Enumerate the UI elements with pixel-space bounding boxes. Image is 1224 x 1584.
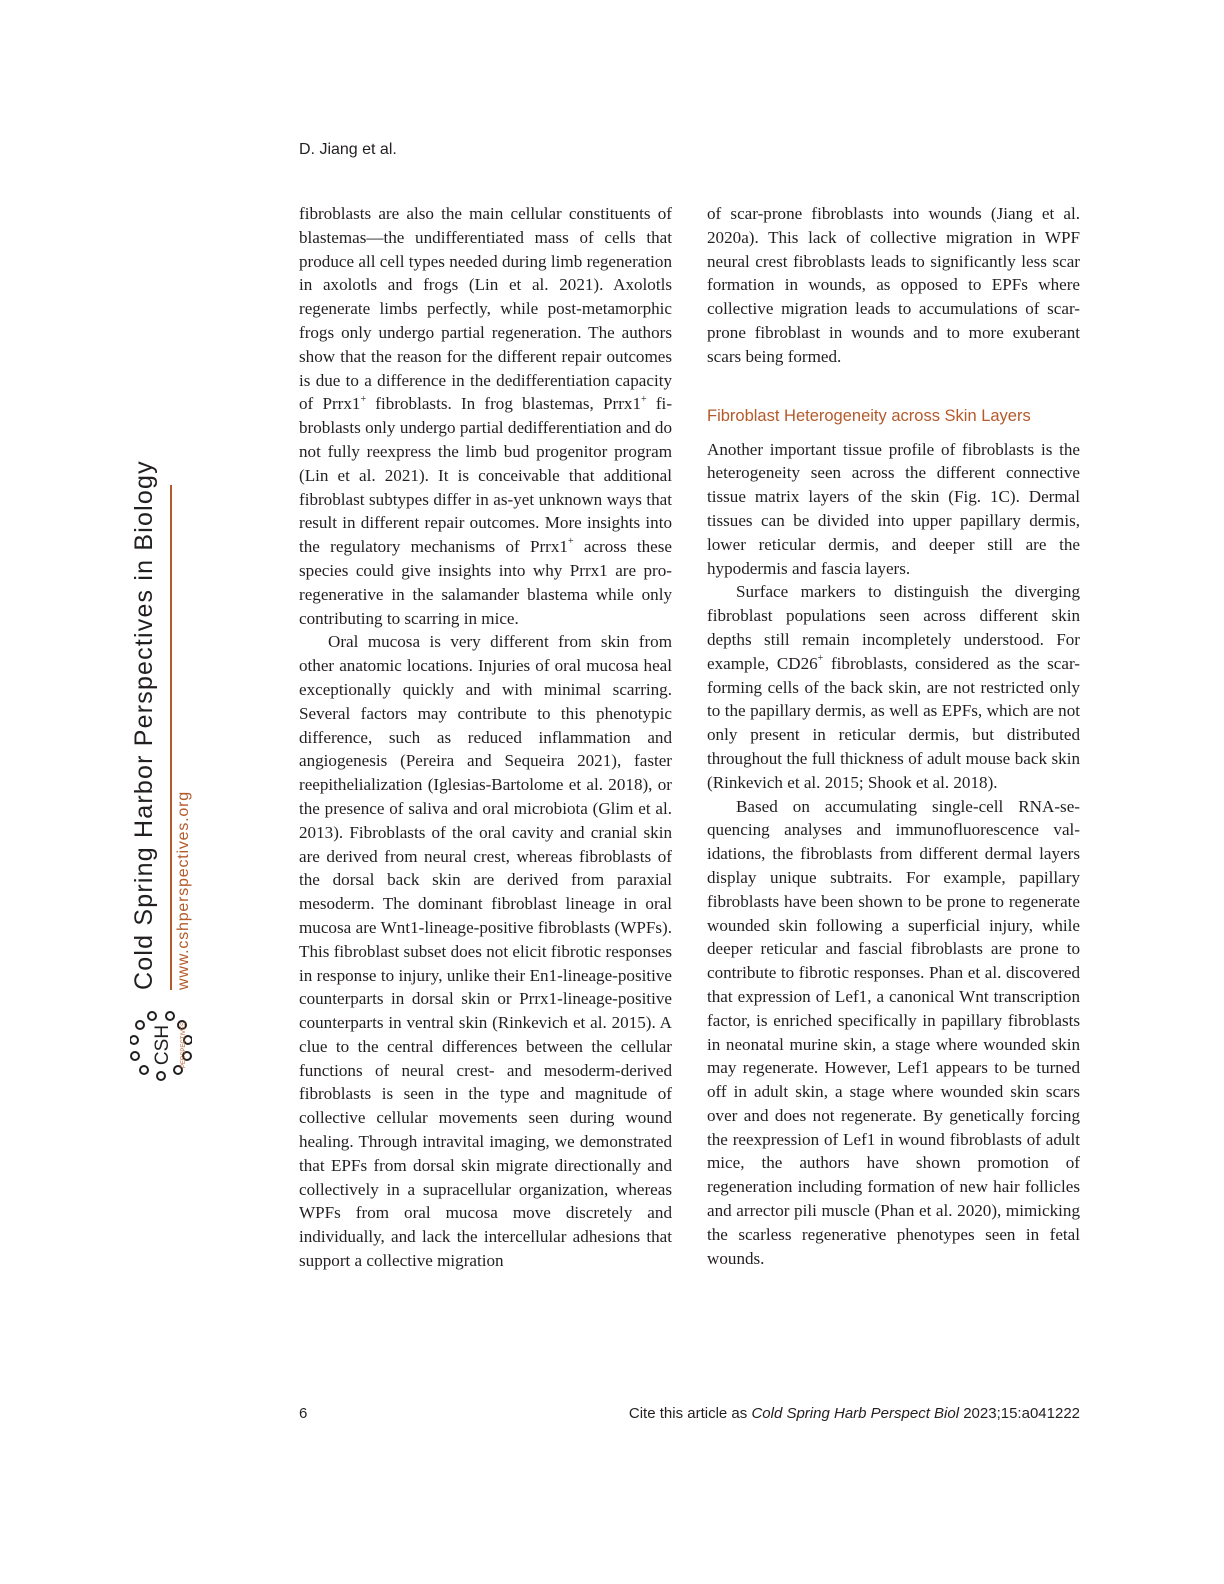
right-column	[707, 202, 1080, 1270]
logo-text: CSH	[152, 1024, 173, 1066]
journal-name: Cold Spring Harbor Perspectives in Biology	[130, 460, 158, 990]
section-heading: Fibroblast Heterogeneity across Skin Layers	[707, 406, 1031, 425]
left-paragraph-2: Oral mucosa is very different from skin from other anatomic locations. Injuries of oral mucosa heal exceptionally quickly and with minimal scarring. Several factors may contribute to this phenotypic difference, such as reduced inflammation and angiogenesis (Pereira and Sequeira 2021), faster reepithelialization (Iglesias-Bartolome et al. 2018), or the presence of saliva and oral microbiota (Glim et al. 2013). Fibroblasts of the oral cavity and cranial skin are derived from neural crest, whereas fibroblasts of the dorsal back skin are derived from paraxial mesoderm. The dominant fibroblast lineage in oral mucosa are Wnt1-lineage-positive fibroblasts (WPFs). This fibroblast subset does not elicit fibrotic responses in response to injury, unlike their En1-lineage-positive counterparts in dorsal skin or Prrx1-lineage-positive counterparts in ventral skin (Rinkevich et al. 2015). A clue to the central differences between the cellular functions of neural crest- and mesoderm-derived fibroblasts is seen in the type and magnitude of collective cellular movements seen during wound healing. Through intravital imaging, we demonstrated that EPFs from dorsal skin migrate directionally and collectively in a supracellular organization, whereas WPFs from oral mucosa move discretely and individually, and lack the intercellular adhesions that support a collective migration	[299, 632, 672, 1271]
citation-journal: Cold Spring Harb Perspect Biol	[751, 1405, 960, 1422]
right-paragraph-continued: of scar-prone fibroblasts into wounds (Jiang et al. 2020a). This lack of collective migration in WPF neural crest fibroblasts leads to significantly less scar formation in wounds, as opposed to EPFs where collective migration leads to accumulations of scar-prone fibroblast in wounds and to more exuberant scars being formed.	[707, 204, 1080, 366]
running-head: D. Jiang et al.	[299, 141, 397, 158]
right-paragraph-3: Based on accumulating single-cell RNA-sequencing analyses and immunofluorescence validations, the fibroblasts from different dermal layers display unique subtraits. For example, papillary fibroblasts have been shown to be prone to regenerate wounded skin following a superficial injury, while deeper reticular and fascial fibroblasts are prone to contribute to fibrotic responses. Phan et al. discovered that expression of Lef1, a canonical Wnt transcription factor, is enriched specifically in papillary fibroblasts in neonatal murine skin, a stage where wounded skin may regenerate. However, Lef1 appears to be turned off in adult skin, a stage where wounded skin scars over and does not regenerate. By genetically forcing the reexpression of Lef1 in wound fibroblasts of adult mice, the authors have shown promotion of regeneration including formation of new hair follicles and arrector pili muscle (Phan et al. 2020), mimicking the scarless regenerative phenotypes seen in fetal wounds.	[707, 796, 1080, 1268]
journal-sidebar	[118, 462, 198, 1082]
logo-subtext: PERSPECTIVES	[181, 1021, 187, 1069]
right-paragraph-2: Surface markers to distinguish the diverging fibroblast populations seen across different skin depths still remain incompletely understood. For example, CD26+ fibroblasts, considered as the scar-forming cells of the back skin, are not restricted only to the papillary dermis, as well as EPFs, which are not only present in reticular dermis, but distributed throughout the full thickness of adult mouse back skin (Rinkevich et al. 2015; Shook et al. 2018).	[707, 582, 1080, 792]
right-paragraph-1: Another important tissue profile of fibroblasts is the heterogeneity seen across the different connective tissue matrix layers of the skin (Fig. 1C). Dermal tissues can be divided into upper papillary dermis, lower reticular dermis, and deeper still are the hypodermis and fascia layers.	[707, 439, 1080, 578]
sidebar-rule	[170, 485, 172, 990]
left-paragraph-1: fibroblasts are also the main cellular constituents of blastemas—the undifferentiated mass of cells that produce all cell types needed during limb regeneration in axolotls and frogs (Lin et al. 2021). Axolotls regenerate limbs perfectly, while post-metamorphic frogs only undergo partial regeneration. The authors show that the reason for the different repair outcomes is due to a difference in the dedifferentiation capacity of Prrx1+ fibroblasts. In frog blastemas, Prrx1+ fibroblasts only undergo partial dedifferentiation and do not fully reexpress the limb bud progenitor program (Lin et al. 2021). It is conceivable that additional fibroblast subtypes differ in as-yet unknown ways that result in different repair outcomes. More insights into the regulatory mechanisms of Prrx1+ across these species could give insights into why Prrx1 are pro-regenerative in the salamander blastema while only contributing to scarring in mice.	[299, 204, 673, 628]
citation-line: Cite this article as Cold Spring Harb Perspect Biol 2023;15:a041222	[628, 1405, 1080, 1422]
page-number: 6	[299, 1405, 308, 1422]
csh-perspectives-logo-icon	[130, 1004, 192, 1082]
journal-url[interactable]: www.cshperspectives.org	[175, 791, 192, 990]
left-column	[299, 202, 672, 1273]
